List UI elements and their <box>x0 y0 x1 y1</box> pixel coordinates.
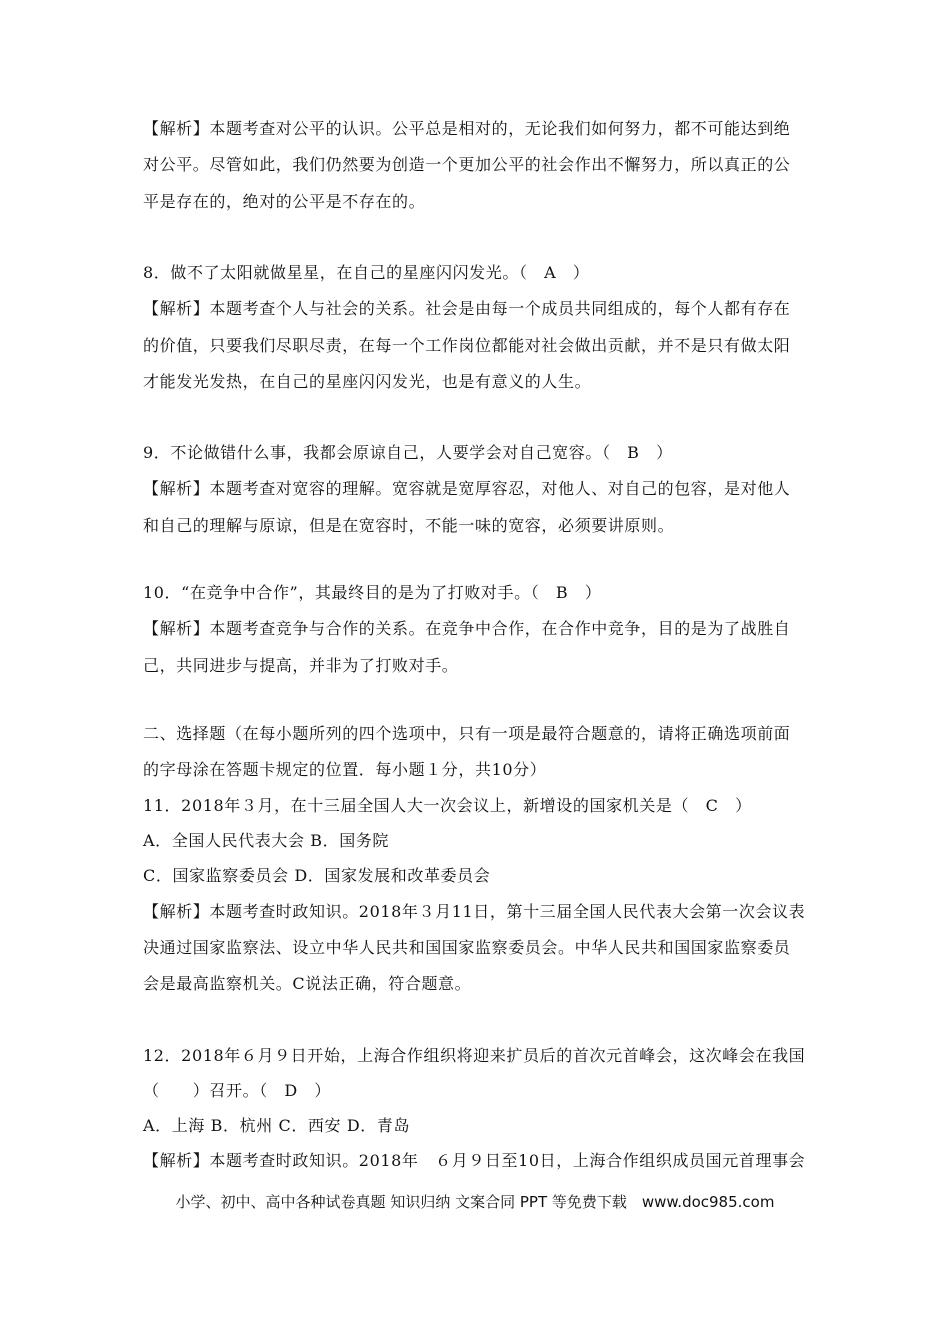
analysis-q7-line-3: 平是存在的，绝对的公平是不存在的。 <box>143 192 426 211</box>
question-10: 10．“在竞争中合作”，其最终目的是为了打败对手。（ B ） <box>143 583 602 602</box>
question-12-line-2: （ ）召开。（ D ） <box>143 1081 332 1100</box>
section-two-heading-line-1: 二、选择题（在每小题所列的四个选项中，只有一项是最符合题意的，请将正确选项前面 <box>143 724 791 743</box>
analysis-q9-line-2: 和自己的理解与原谅，但是在宽容时，不能一味的宽容，必须要讲原则。 <box>143 516 675 535</box>
question-8: 8．做不了太阳就做星星，在自己的星座闪闪发光。（ A ） <box>143 263 590 282</box>
question-11: 11．2018年３月，在十三届全国人大一次会议上，新增设的国家机关是（ C ） <box>143 796 752 815</box>
question-11-options-cd: C．国家监察委员会 D．国家发展和改革委员会 <box>143 866 491 885</box>
question-11-options-ab: A．全国人民代表大会 B．国务院 <box>143 831 389 850</box>
analysis-q7-line-1: 【解析】本题考查对公平的认识。公平总是相对的，无论我们如何努力，都不可能达到绝 <box>143 119 791 138</box>
question-9: 9．不论做错什么事，我都会原谅自己，人要学会对自己宽容。（ B ） <box>143 443 673 462</box>
page-footer: 小学、初中、高中各种试卷真题 知识归纳 文案合同 PPT 等免费下载 www.doc985.com <box>175 1193 775 1211</box>
question-12-options: A．上海 B．杭州 C．西安 D．青岛 <box>143 1116 411 1135</box>
analysis-q10-line-1: 【解析】本题考查竞争与合作的关系。在竞争中合作，在合作中竞争，目的是为了战胜自 <box>143 619 791 638</box>
analysis-q11-line-2: 决通过国家监察法、设立中华人民共和国国家监察委员会。中华人民共和国国家监察委员 <box>143 938 791 957</box>
analysis-q12-line-1: 【解析】本题考查时政知识。2018年 ６月９日至10日，上海合作组织成员国元首理事会 <box>143 1151 806 1170</box>
analysis-q7-line-2: 对公平。尽管如此，我们仍然要为创造一个更加公平的社会作出不懈努力，所以真正的公 <box>143 155 791 174</box>
analysis-q8-line-3: 才能发光发热，在自己的星座闪闪发光，也是有意义的人生。 <box>143 372 592 391</box>
analysis-q8-line-1: 【解析】本题考查个人与社会的关系。社会是由每一个成员共同组成的，每个人都有存在 <box>143 299 791 318</box>
analysis-q10-line-2: 己，共同进步与提高，并非为了打败对手。 <box>143 656 459 675</box>
analysis-q11-line-1: 【解析】本题考查时政知识。2018年３月11日，第十三届全国人民代表大会第一次会议表 <box>143 902 806 921</box>
analysis-q11-line-3: 会是最高监察机关。C说法正确，符合题意。 <box>143 974 472 993</box>
analysis-q9-line-1: 【解析】本题考查对宽容的理解。宽容就是宽厚容忍，对他人、对自己的包容，是对他人 <box>143 479 791 498</box>
section-two-heading-line-2: 的字母涂在答题卡规定的位置．每小题１分，共10分） <box>143 760 547 779</box>
question-12-line-1: 12．2018年６月９日开始，上海合作组织将迎来扩员后的首次元首峰会，这次峰会在我国 <box>143 1046 806 1065</box>
analysis-q8-line-2: 的价值，只要我们尽职尽责，在每一个工作岗位都能对社会做出贡献，并不是只有做太阳 <box>143 336 791 355</box>
